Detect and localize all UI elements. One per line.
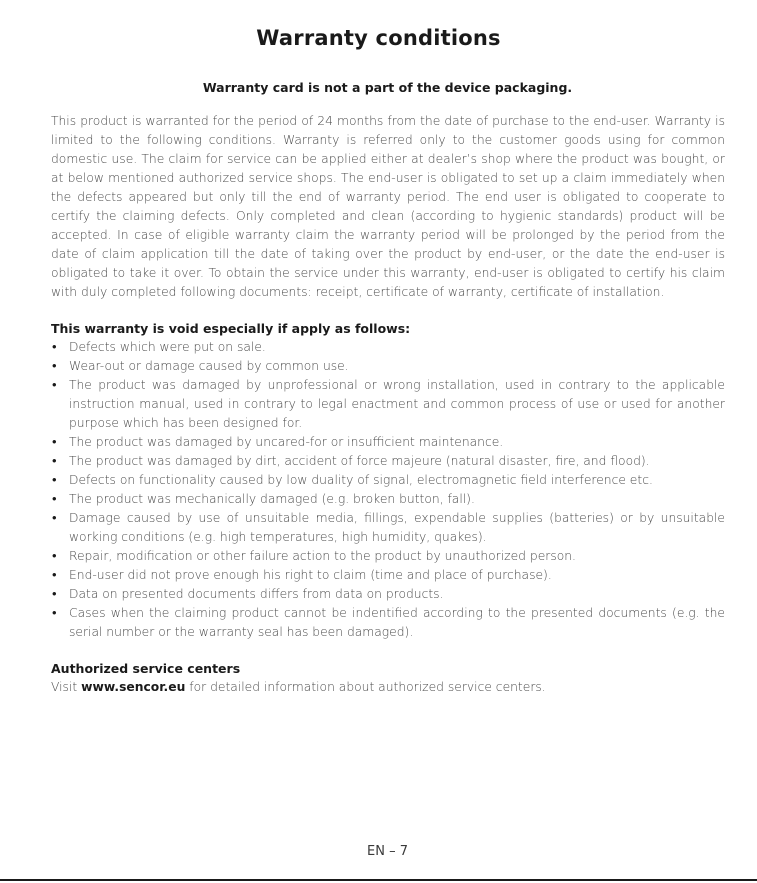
bullet-icon: • <box>52 340 57 355</box>
service-centers-text <box>51 678 725 697</box>
list-item-text: Defects on functionality caused by low duality of signal, electromagnetic field interference etc. <box>69 473 653 487</box>
page-subtitle: Warranty card is not a part of the device packaging. <box>202 80 573 95</box>
list-item <box>51 357 725 376</box>
bullet-icon: • <box>52 435 57 450</box>
list-item-text: Data on presented documents differs from data on products. <box>69 587 444 601</box>
list-item-text: The product was damaged by uncared-for or insufficient maintenance. <box>69 435 504 449</box>
list-item-text: Repair, modification or other failure action to the product by unauthorized person. <box>69 549 576 563</box>
list-item-text: Defects which were put on sale. <box>69 340 266 354</box>
bottom-divider <box>0 879 757 881</box>
list-item <box>51 509 725 547</box>
bullet-icon: • <box>52 587 57 602</box>
list-item <box>51 604 725 642</box>
list-item-text: The product was damaged by unprofessional or wrong installation, used in contrary to the applicable instruction manual, used in contrary to legal enactment and common process of use or used for another purpose which has been designed for. <box>69 378 725 430</box>
list-item <box>51 452 725 471</box>
list-item-text: Damage caused by use of unsuitable media, fillings, expendable supplies (batteries) or by unsuitable working conditions (e.g. high temperatures, high humidity, quakes). <box>69 511 725 544</box>
list-item <box>51 376 725 433</box>
service-trailing-text: for detailed information about authorized service centers. <box>189 680 546 694</box>
list-item <box>51 566 725 585</box>
bullet-icon: • <box>52 511 57 526</box>
void-conditions-heading: This warranty is void especially if apply as follows: <box>51 321 411 336</box>
void-conditions-list <box>51 338 725 642</box>
list-item <box>51 547 725 566</box>
list-item-text: End-user did not prove enough his right to claim (time and place of purchase). <box>69 568 552 582</box>
list-item <box>51 471 725 490</box>
bullet-icon: • <box>52 473 57 488</box>
visit-label: Visit <box>51 680 78 694</box>
website-link[interactable]: www.sencor.eu <box>81 680 186 694</box>
service-centers-heading: Authorized service centers <box>51 661 241 676</box>
document-body <box>51 112 725 697</box>
bullet-icon: • <box>52 492 57 507</box>
bullet-icon: • <box>52 359 57 374</box>
bullet-icon: • <box>52 454 57 469</box>
list-item-text: The product was mechanically damaged (e.g. broken button, fall). <box>69 492 475 506</box>
list-item-text: Cases when the claiming product cannot be indentified according to the presented documents (e.g. the serial number or the warranty seal has been damaged). <box>69 606 725 639</box>
list-item-text: The product was damaged by dirt, accident of force majeure (natural disaster, fire, and flood). <box>69 454 650 468</box>
bullet-icon: • <box>52 568 57 583</box>
page-number: EN – 7 <box>367 844 408 859</box>
bullet-icon: • <box>52 606 57 621</box>
bullet-icon: • <box>52 549 57 564</box>
list-item <box>51 433 725 452</box>
list-item <box>51 585 725 604</box>
intro-paragraph: This product is warranted for the period of 24 months from the date of purchase to the end-user. Warranty is limited to the following conditions. Warranty is referred only to the customer goods using for common domestic use. The claim for service can be applied either at dealer’s shop where the product was bought, or at below mentioned authorized service shops. The end-user is obligated to set up a claim immediately when the defects appeared but only till the end of warranty period. The end user is obligated to cooperate to certify the claiming defects. Only completed and clean (according to hygienic standards) product will be accepted. In case of eligible warranty claim the warranty period will be prolonged by the period from the date of claim application till the date of taking over the product by end-user, or the date the end-user is obligated to take it over. To obtain the service under this warranty, end-user is obligated to certify his claim with duly completed following documents: receipt, certificate of warranty, certificate of installation. <box>51 114 725 299</box>
list-item <box>51 490 725 509</box>
list-item <box>51 338 725 357</box>
list-item-text: Wear-out or damage caused by common use. <box>69 359 349 373</box>
page-title: Warranty conditions <box>256 26 501 50</box>
bullet-icon: • <box>52 378 57 393</box>
